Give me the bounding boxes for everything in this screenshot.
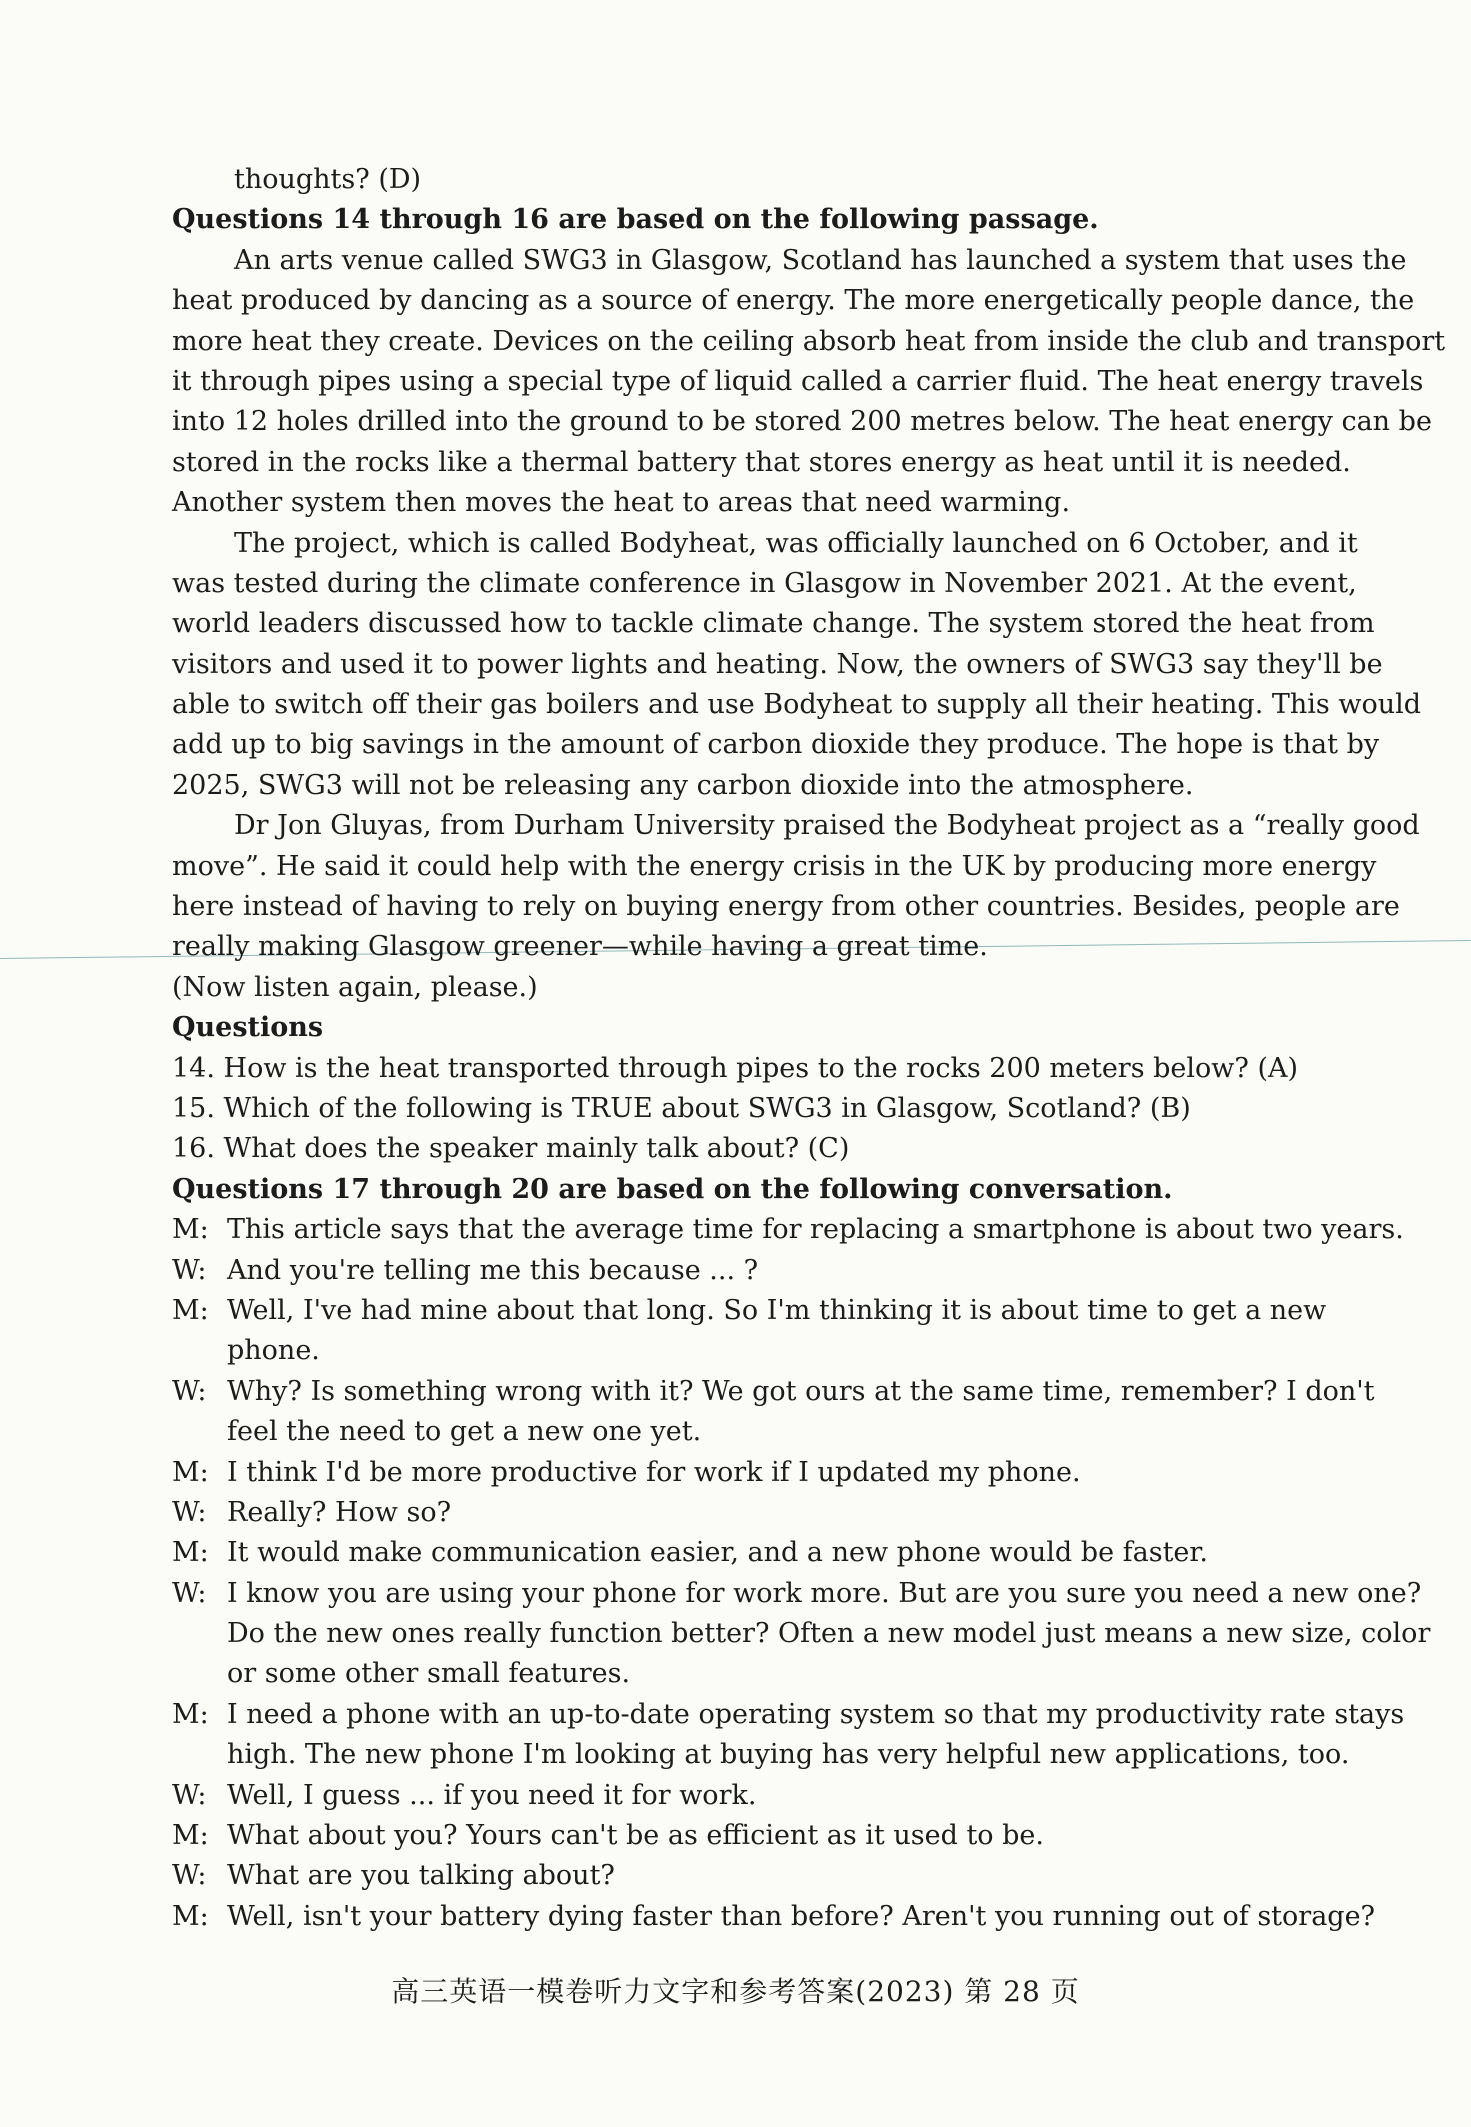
question-item: 14. How is the heat transported through pipes to the rocks 200 meters below? (A) (172, 1052, 1299, 1084)
dialogue-text: Really? How so? (227, 1496, 452, 1528)
paragraph-line: The project, which is called Bodyheat, was officially launched on 6 October, and it (234, 527, 1358, 559)
speaker-label: W: (172, 1496, 207, 1528)
paragraph-line: it through pipes using a special type of liquid called a carrier fluid. The heat energy travels (172, 365, 1424, 397)
listen-again-note: (Now listen again, please.) (172, 971, 538, 1003)
paragraph-line: was tested during the climate conference in Glasgow in November 2021. At the event, (172, 567, 1357, 599)
paragraph-line: visitors and used it to power lights and heating. Now, the owners of SWG3 say they'll be (172, 648, 1383, 680)
dialogue-line (172, 1210, 1404, 1250)
dialogue-text: This article says that the average time for replacing a smartphone is about two years. (227, 1214, 1404, 1246)
paragraph-line: Dr Jon Gluyas, from Durham University praised the Bodyheat project as a “really good (234, 810, 1420, 842)
paragraph-line: world leaders discussed how to tackle climate change. The system stored the heat from (172, 608, 1375, 640)
conversation (172, 1210, 1431, 1937)
dialogue-line (172, 1372, 1375, 1412)
dialogue-turn (172, 1453, 1372, 1493)
dialogue-turn (172, 1251, 1372, 1291)
paragraph-line: stored in the rocks like a thermal battery that stores energy as heat until it is needed. (172, 446, 1351, 478)
speaker-label: W: (172, 1375, 207, 1407)
paragraph-line: here instead of having to rely on buying energy from other countries. Besides, people are (172, 891, 1400, 923)
dialogue-text: What about you? Yours can't be as efficient as it used to be. (227, 1820, 1044, 1852)
question-item: 16. What does the speaker mainly talk about? (C) (172, 1133, 850, 1165)
dialogue-line (172, 1695, 1405, 1735)
question-item: 15. Which of the following is TRUE about SWG3 in Glasgow, Scotland? (B) (172, 1092, 1191, 1124)
dialogue-turn (172, 1856, 1372, 1896)
paragraph-line: into 12 holes drilled into the ground to be stored 200 metres below. The heat energy can be (172, 406, 1432, 438)
speaker-label: W: (172, 1779, 207, 1811)
dialogue-turn (172, 1897, 1376, 1937)
paragraph-line: add up to big savings in the amount of carbon dioxide they produce. The hope is that by (172, 729, 1380, 761)
speaker-label: M: (172, 1698, 209, 1730)
passage-paragraph (172, 524, 1422, 807)
dialogue-continuation: high. The new phone I'm looking at buying has very helpful new applications, too. (227, 1739, 1350, 1771)
dialogue-text: Why? Is something wrong with it? We got ours at the same time, remember? I don't (227, 1375, 1375, 1407)
speaker-label: M: (172, 1900, 209, 1932)
speaker-label: M: (172, 1537, 209, 1569)
paragraph-line: really making Glasgow greener—while having a great time. (172, 931, 988, 963)
dialogue-continuation: or some other small features. (227, 1658, 631, 1690)
dialogue-turn (172, 1816, 1372, 1856)
dialogue-text: Well, I've had mine about that long. So I'm thinking it is about time to get a new (227, 1294, 1327, 1326)
dialogue-continuation: Do the new ones really function better? Often a new model just means a new size, color (227, 1618, 1431, 1650)
paragraph-line: move”. He said it could help with the energy crisis in the UK by producing more energy (172, 850, 1377, 882)
dialogue-turn (172, 1291, 1372, 1372)
passage-paragraph (172, 806, 1420, 968)
dialogue-text: What are you talking about? (227, 1860, 615, 1892)
paragraph-line: heat produced by dancing as a source of energy. The more energetically people dance, the (172, 285, 1415, 317)
questions-heading: Questions (172, 1012, 324, 1044)
dialogue-line (172, 1816, 1372, 1856)
paragraph-line: more heat they create. Devices on the ceiling absorb heat from inside the club and transport (172, 325, 1446, 357)
dialogue-line (172, 1493, 1372, 1533)
dialogue-line (172, 1776, 1372, 1816)
top-line: thoughts? (D) (234, 164, 422, 195)
dialogue-line (172, 1897, 1376, 1937)
dialogue-text: And you're telling me this because ... ? (227, 1254, 759, 1286)
speaker-label: M: (172, 1820, 209, 1852)
conversation-heading: Questions 17 through 20 are based on the following conversation. (172, 1173, 1173, 1205)
dialogue-continuation: phone. (227, 1335, 320, 1367)
paragraph-line: 2025, SWG3 will not be releasing any carbon dioxide into the atmosphere. (172, 769, 1194, 801)
dialogue-text: It would make communication easier, and a new phone would be faster. (227, 1537, 1208, 1569)
page-content (172, 160, 1446, 1937)
dialogue-text: Well, I guess ... if you need it for work. (227, 1779, 757, 1811)
speaker-label: W: (172, 1577, 207, 1609)
question-list (172, 1049, 1372, 1170)
paragraph-line: Another system then moves the heat to areas that need warming. (172, 487, 1071, 519)
speaker-label: W: (172, 1860, 207, 1892)
dialogue-turn (172, 1372, 1375, 1453)
passage-paragraph (172, 241, 1446, 524)
dialogue-text: I know you are using your phone for work more. But are you sure you need a new one? (227, 1577, 1422, 1609)
dialogue-line (172, 1453, 1372, 1493)
paragraph-line: An arts venue called SWG3 in Glasgow, Scotland has launched a system that uses the (234, 244, 1407, 276)
dialogue-turn (172, 1776, 1372, 1816)
dialogue-line (172, 1291, 1372, 1331)
dialogue-turn (172, 1695, 1405, 1776)
dialogue-continuation: feel the need to get a new one yet. (227, 1416, 702, 1448)
dialogue-line (172, 1856, 1372, 1896)
page-footer: 高三英语一模卷听力文字和参考答案(2023) 第 28 页 (391, 1975, 1080, 2008)
dialogue-turn (172, 1493, 1372, 1533)
speaker-label: M: (172, 1294, 209, 1326)
speaker-label: M: (172, 1214, 209, 1246)
dialogue-turn (172, 1210, 1404, 1250)
dialogue-line (172, 1574, 1422, 1614)
dialogue-text: Well, isn't your battery dying faster than before? Aren't you running out of storage? (227, 1900, 1376, 1932)
passage (172, 241, 1446, 968)
paragraph-line: able to switch off their gas boilers and use Bodyheat to supply all their heating. This would (172, 689, 1422, 721)
dialogue-text: I need a phone with an up-to-date operating system so that my productivity rate stays (227, 1698, 1405, 1730)
dialogue-turn (172, 1574, 1431, 1695)
speaker-label: W: (172, 1254, 207, 1286)
dialogue-line (172, 1533, 1372, 1573)
dialogue-text: I think I'd be more productive for work if I updated my phone. (227, 1456, 1081, 1488)
dialogue-line (172, 1251, 1372, 1291)
speaker-label: M: (172, 1456, 209, 1488)
passage-heading: Questions 14 through 16 are based on the following passage. (172, 204, 1099, 236)
dialogue-turn (172, 1533, 1372, 1573)
